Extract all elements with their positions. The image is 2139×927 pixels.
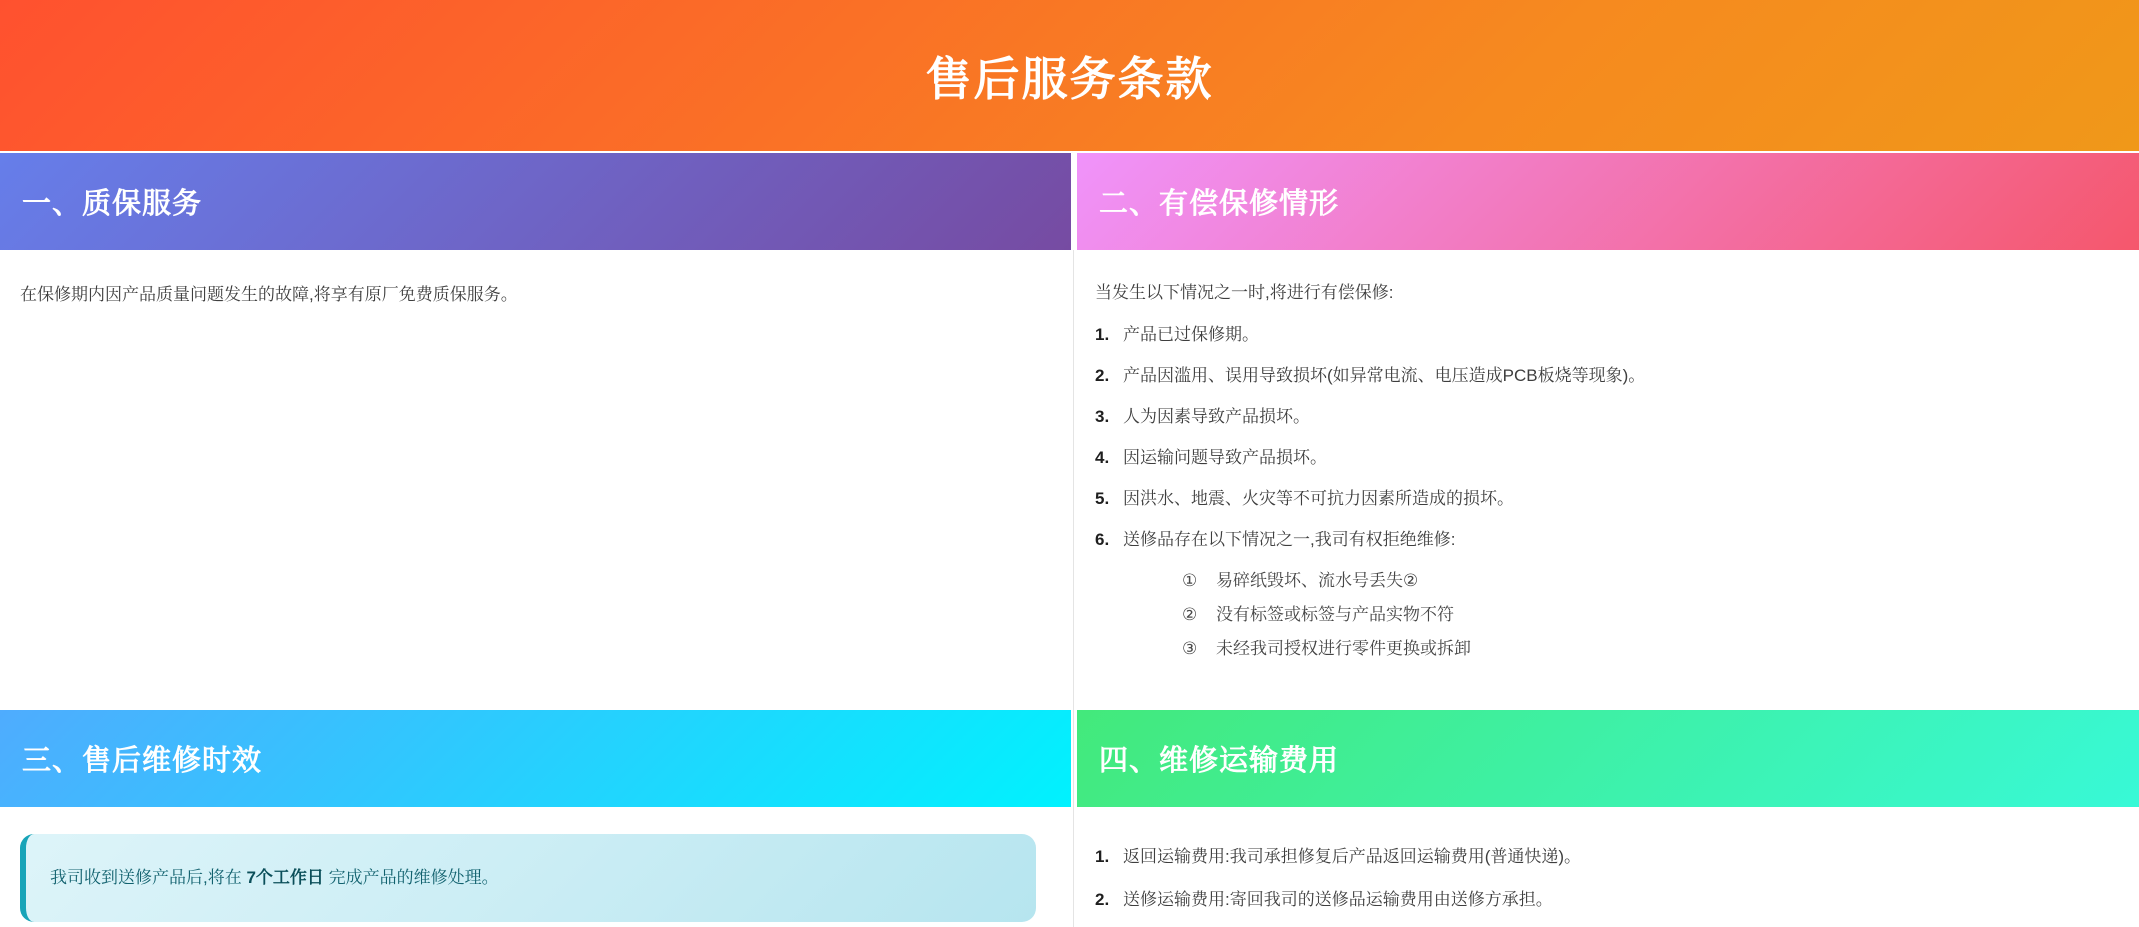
repair-time-notice-box xyxy=(20,834,1036,922)
list-item-number: 1. xyxy=(1095,325,1110,344)
list-item-text: 人为因素导致产品损坏。 xyxy=(1123,407,1310,426)
list-item-text: 返回运输费用:我司承担修复后产品返回运输费用(普通快递)。 xyxy=(1123,847,1582,866)
warranty-paragraph: 在保修期内因产品质量问题发生的故障,将享有原厂免费质保服务。 xyxy=(20,285,518,304)
list-item-number: 1. xyxy=(1095,847,1110,866)
list-item xyxy=(1095,404,2109,430)
section-body-shipping-fee xyxy=(1077,806,2139,927)
paid-repair-list xyxy=(1095,322,2109,553)
section-title-warranty: 一、质保服务 xyxy=(22,188,203,220)
list-item xyxy=(1095,486,2109,512)
list-item-number: 2. xyxy=(1095,890,1110,909)
section-body-warranty xyxy=(0,250,1071,308)
notice-text-pre: 我司收到送修产品后,将在 xyxy=(50,868,247,887)
sublist-item xyxy=(1182,568,2109,594)
list-item xyxy=(1095,844,2109,870)
section-title-shipping-fee: 四、维修运输费用 xyxy=(1099,745,1340,777)
list-item xyxy=(1095,322,2109,348)
column-divider xyxy=(1073,250,1074,927)
section-body-paid-repair xyxy=(1077,250,2139,670)
list-item-text: 产品因滥用、误用导致损坏(如异常电流、电压造成PCB板烧等现象)。 xyxy=(1123,366,1646,385)
sublist-item-number: ② xyxy=(1182,605,1198,624)
list-item xyxy=(1095,445,2109,471)
list-item xyxy=(1095,363,2109,389)
sublist-item xyxy=(1182,636,2109,662)
page-header-banner xyxy=(0,0,2139,151)
sublist-item-number: ① xyxy=(1182,571,1198,590)
list-item-text: 因运输问题导致产品损坏。 xyxy=(1123,448,1327,467)
list-item-text: 产品已过保修期。 xyxy=(1123,325,1259,344)
sublist-item-number: ③ xyxy=(1182,639,1198,658)
list-item-text: 因洪水、地震、火灾等不可抗力因素所造成的损坏。 xyxy=(1123,489,1514,508)
list-item xyxy=(1095,887,2109,913)
list-item-number: 5. xyxy=(1095,489,1110,508)
notice-text-highlight: 7个工作日 xyxy=(246,868,324,887)
section-header-repair-time xyxy=(0,710,1071,807)
section-header-shipping-fee xyxy=(1077,710,2139,807)
list-item-number: 2. xyxy=(1095,366,1110,385)
refusal-sublist xyxy=(1182,568,2109,662)
list-item-number: 3. xyxy=(1095,407,1110,426)
section-title-paid-repair: 二、有偿保修情形 xyxy=(1099,188,1340,220)
sublist-item-text: 未经我司授权进行零件更换或拆卸 xyxy=(1216,639,1471,658)
section-title-repair-time: 三、售后维修时效 xyxy=(22,745,263,777)
sublist-item-text: 易碎纸毁坏、流水号丢失② xyxy=(1216,571,1419,590)
sublist-item-text: 没有标签或标签与产品实物不符 xyxy=(1216,605,1454,624)
paid-repair-intro: 当发生以下情况之一时,将进行有偿保修: xyxy=(1095,283,1394,302)
sublist-item xyxy=(1182,602,2109,628)
list-item-text: 送修运输费用:寄回我司的送修品运输费用由送修方承担。 xyxy=(1123,890,1553,909)
list-item xyxy=(1095,527,2109,553)
shipping-fee-list xyxy=(1095,844,2109,913)
list-item-text: 送修品存在以下情况之一,我司有权拒绝维修: xyxy=(1123,530,1456,549)
list-item-number: 6. xyxy=(1095,530,1110,549)
page-title: 售后服务条款 xyxy=(925,52,1214,105)
list-item-number: 4. xyxy=(1095,448,1110,467)
notice-text-post: 完成产品的维修处理。 xyxy=(323,868,499,887)
section-header-paid-repair xyxy=(1077,153,2139,250)
section-header-warranty xyxy=(0,153,1071,250)
section-body-repair-time xyxy=(0,806,1071,922)
